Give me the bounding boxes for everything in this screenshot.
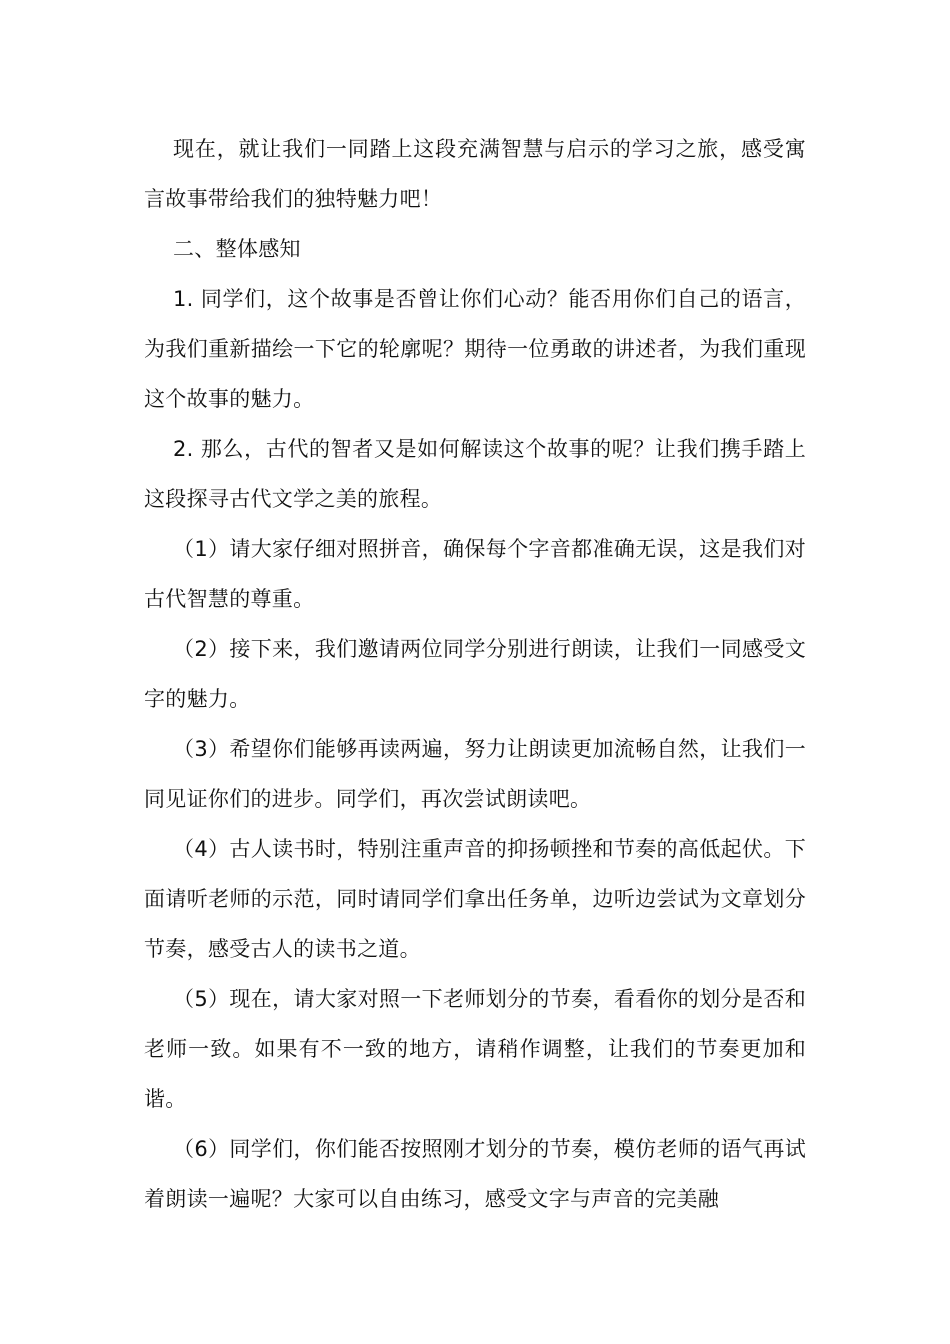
paragraph-subitem-1: （1）请大家仔细对照拼音，确保每个字音都准确无误，这是我们对古代智慧的尊重。 <box>144 537 806 611</box>
paragraph-subitem-6: （6）同学们，你们能否按照刚才划分的节奏，模仿老师的语气再试着朗读一遍呢？大家可以自由练习，感受文字与声音的完美融 <box>144 1137 806 1211</box>
paragraph-subitem-5: （5）现在，请大家对照一下老师划分的节奏，看看你的划分是否和老师一致。如果有不一致的地方，请稍作调整，让我们的节奏更加和谐。 <box>144 987 806 1111</box>
paragraph-item-2: 2. 那么，古代的智者又是如何解读这个故事的呢？让我们携手踏上这段探寻古代文学之美的旅程。 <box>144 437 806 511</box>
paragraph-intro-closing: 现在，就让我们一同踏上这段充满智慧与启示的学习之旅，感受寓言故事带给我们的独特魅力吧！ <box>144 137 806 211</box>
paragraph-subitem-3: （3）希望你们能够再读两遍，努力让朗读更加流畅自然，让我们一同见证你们的进步。同学们，再次尝试朗读吧。 <box>144 737 806 811</box>
paragraph-subitem-4: （4）古人读书时，特别注重声音的抑扬顿挫和节奏的高低起伏。下面请听老师的示范，同时请同学们拿出任务单，边听边尝试为文章划分节奏，感受古人的读书之道。 <box>144 837 806 961</box>
section-heading-overall-perception: 二、整体感知 <box>173 237 301 261</box>
paragraph-subitem-2: （2）接下来，我们邀请两位同学分别进行朗读，让我们一同感受文字的魅力。 <box>144 637 806 711</box>
document-body <box>144 124 806 1224</box>
paragraph-item-1: 1. 同学们，这个故事是否曾让你们心动？能否用你们自己的语言，为我们重新描绘一下它的轮廓呢？期待一位勇敢的讲述者，为我们重现这个故事的魅力。 <box>144 287 806 411</box>
